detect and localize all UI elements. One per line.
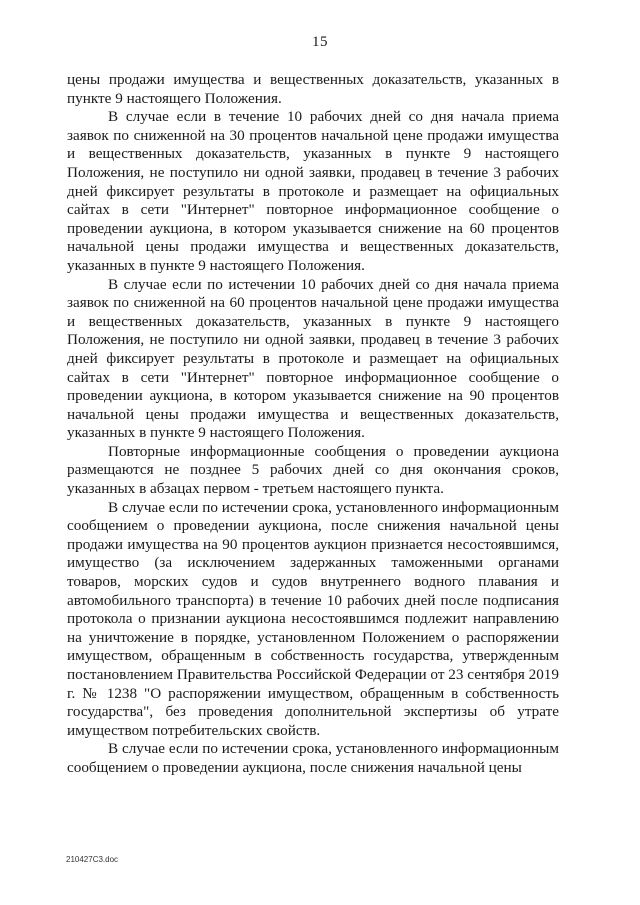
paragraph-6: В случае если по истечении срока, установленного информационным сообщением о проведении аукциона, после снижения начальной цены xyxy=(67,740,559,776)
paragraph-1: цены продажи имущества и вещественных доказательств, указанных в пункте 9 настоящего Положения. xyxy=(67,71,559,107)
document-body xyxy=(67,71,559,778)
paragraph-2: В случае если в течение 10 рабочих дней со дня начала приема заявок по сниженной на 30 процентов начальной цене продажи имущества и вещественных доказательств, указанных в пункте 9 настоящего Положения, не поступило ни одной заявки, продавец в течение 3 рабочих дней фиксирует результаты в протоколе и размещает на официальных сайтах в сети "Интернет" повторное информационное сообщение о проведении аукциона, в котором указывается снижение на 60 процентов начальной цены продажи имущества и вещественных доказательств, указанных в пункте 9 настоящего Положения. xyxy=(67,108,559,274)
paragraph-3: В случае если по истечении 10 рабочих дней со дня начала приема заявок по сниженной на 60 процентов начальной цене продажи имущества и вещественных доказательств, указанных в пункте 9 настоящего Положения, не поступило ни одной заявки, продавец в течение 3 рабочих дней фиксирует результаты в протоколе и размещает на официальных сайтах в сети "Интернет" повторное информационное сообщение о проведении аукциона, в котором указывается снижение на 90 процентов начальной цены продажи имущества и вещественных доказательств, указанных в пункте 9 настоящего Положения. xyxy=(67,275,559,442)
page-number: 15 xyxy=(312,34,328,50)
paragraph-5: В случае если по истечении срока, установленного информационным сообщением о проведении аукциона, после снижения начальной цены продажи имущества на 90 процентов аукцион признается несостоявшимся, имущество (за исключением задержанных таможенными органами товаров, морских судов и судов внутреннего водного плавания и автомобильного транспорта) в течение 10 рабочих дней после подписания протокола о признании аукциона несостоявшимся подлежит направлению на уничтожение в порядке, установленном Положением о распоряжении имуществом, обращенным в собственность государства, утвержденным постановлением Правительства Российской Федерации от 23 сентября 2019 г. № 1238 "О распоряжении имуществом, обращенным в собственность государства", без проведения дополнительной экспертизы об утрате имуществом потребительских свойств. xyxy=(67,498,559,739)
paragraph-4: Повторные информационные сообщения о проведении аукциона размещаются не позднее 5 рабочих дней со дня окончания сроков, указанных в абзацах первом - третьем настоящего пункта. xyxy=(67,442,559,498)
document-file-code: 210427C3.doc xyxy=(66,855,119,864)
